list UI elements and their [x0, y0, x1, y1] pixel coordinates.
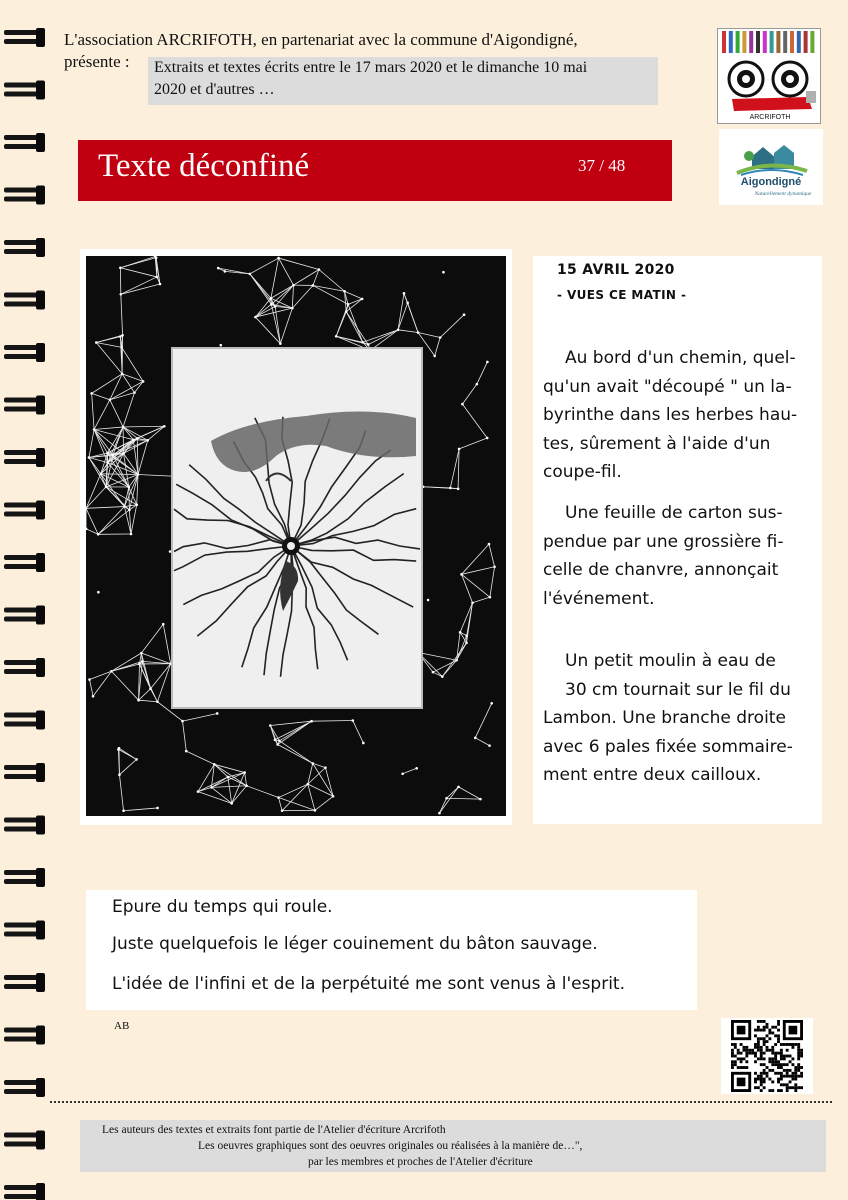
article-card [533, 256, 822, 824]
page-title: Texte déconfiné [98, 148, 310, 184]
intro-line: L'association ARCRIFOTH, en partenariat avec la commune d'Aigondigné, [64, 30, 578, 49]
text-line: celle de chanvre, annonçait [543, 560, 779, 580]
binding-ring [4, 711, 45, 730]
subtitle-box [148, 57, 658, 105]
binding-ring [4, 1131, 45, 1150]
binding-ring [4, 448, 45, 467]
binding-ring [4, 553, 45, 572]
binding-ring [4, 238, 45, 257]
binding-ring [4, 973, 45, 992]
text-line: qu'un avait "découpé " un la- [543, 376, 792, 397]
binding-ring [4, 396, 45, 415]
subtitle-line-1: Extraits et textes écrits entre le 17 mars 2020 et le dimanche 10 mai [154, 59, 588, 76]
binding-ring [4, 501, 45, 520]
author-initials: AB [114, 1020, 130, 1032]
text-line: l'événement. [543, 588, 655, 609]
binding-ring [4, 28, 45, 47]
poem-line: Juste quelquefois le léger couinement du bâton sauvage. [112, 934, 598, 954]
binding-ring [4, 81, 45, 100]
footer-line-1: Les auteurs des textes et extraits font partie de l'Atelier d'écriture Arcrifoth [102, 1124, 446, 1136]
footer-line-3: par les membres et proches de l'Atelier d'écriture [308, 1156, 533, 1168]
arcrifoth-label: ARCRIFOTH [749, 114, 791, 121]
page-counter: 37 / 48 [578, 156, 626, 175]
article-date: 15 AVRIL 2020 [557, 262, 675, 278]
text-line: byrinthe dans les herbes hau- [543, 405, 798, 425]
text-line: Un petit moulin à eau de [565, 651, 776, 671]
intro-presente: présente : [64, 52, 130, 71]
binding-ring [4, 1183, 45, 1200]
poem-line: Epure du temps qui roule. [112, 897, 333, 917]
qr-code[interactable] [721, 1018, 813, 1094]
paragraph-3 [543, 647, 815, 790]
aigondigne-name: Aigondigné [740, 176, 802, 188]
text-line: Au bord d'un chemin, quel- [565, 348, 796, 368]
binding-ring [4, 658, 45, 677]
text-line: coupe-fil. [543, 462, 622, 482]
poem-line: L'idée de l'infini et de la perpétuité me sont venus à l'esprit. [112, 974, 626, 994]
binding-ring [4, 1026, 45, 1045]
binding-ring [4, 868, 45, 887]
text-line: pendue par une grossière fi- [543, 531, 784, 552]
paragraph-2 [543, 499, 815, 613]
text-line: Une feuille de carton sus- [565, 503, 783, 523]
dotted-divider [50, 1101, 832, 1103]
text-line: tes, sûrement à l'aide d'un [543, 433, 771, 454]
binding-ring [4, 133, 45, 152]
aigondigne-tagline: Naturellement dynamique [754, 191, 812, 197]
binding-ring [4, 606, 45, 625]
artwork-etching [86, 256, 506, 816]
binding-ring [4, 291, 45, 310]
arcrifoth-logo [717, 28, 821, 124]
aigondigne-logo [719, 129, 823, 205]
text-line: ment entre deux cailloux. [543, 765, 762, 785]
binding-ring [4, 186, 45, 205]
binding-ring [4, 1078, 45, 1097]
spiral-binding [0, 0, 56, 1200]
poem-box [86, 890, 697, 1010]
text-line: 30 cm tournait sur le fil du [565, 679, 791, 700]
binding-ring [4, 921, 45, 940]
binding-ring [4, 343, 45, 362]
paragraph-1 [543, 344, 815, 487]
subtitle-line-2: 2020 et d'autres … [154, 81, 275, 98]
article-heading: - VUES CE MATIN - [557, 288, 687, 302]
text-line: avec 6 pales fixée sommaire- [543, 736, 793, 757]
footer-credits [80, 1120, 826, 1172]
binding-ring [4, 763, 45, 782]
binding-ring [4, 816, 45, 835]
text-line: Lambon. Une branche droite [543, 708, 786, 728]
footer-line-2: Les oeuvres graphiques sont des oeuvres originales ou réalisées à la manière de…", [198, 1140, 583, 1152]
